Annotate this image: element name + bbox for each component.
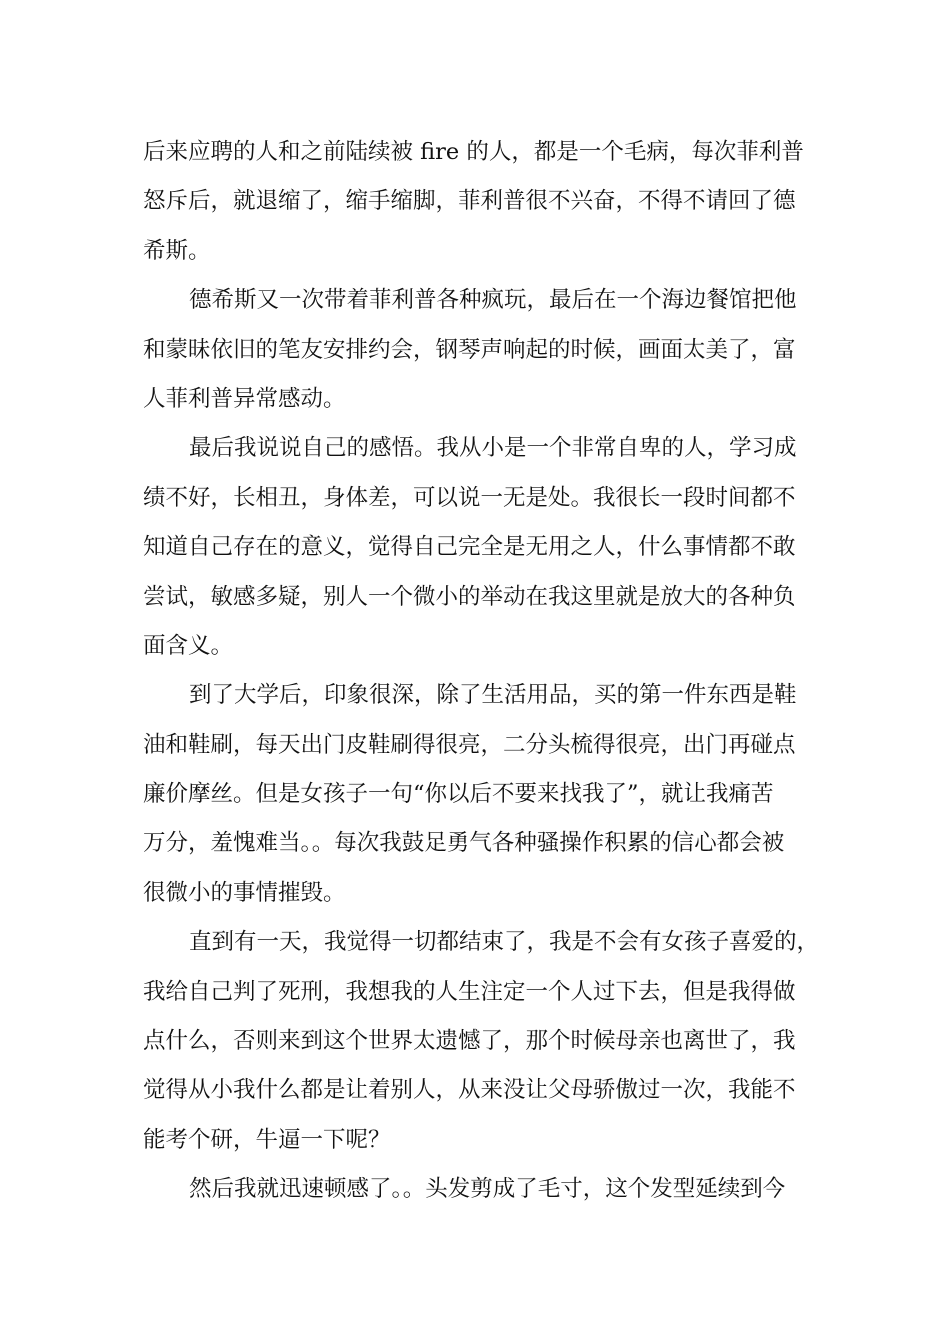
paragraph-line: 面含义。	[143, 632, 234, 659]
paragraph-line: 怒斥后，就退缩了，缩手缩脚，菲利普很不兴奋，不得不请回了德	[143, 188, 796, 215]
paragraph-line: 然后我就迅速顿感了。。头发剪成了毛寸，这个发型延续到今	[189, 1176, 786, 1203]
paragraph-line: 希斯。	[143, 237, 211, 264]
paragraph-line: 万分，羞愧难当。。每次我鼓足勇气各种骚操作积累的信心都会被	[143, 830, 785, 857]
paragraph-line: 人菲利普异常感动。	[143, 385, 346, 412]
paragraph-line: 能考个研，牛逼一下呢？	[143, 1126, 391, 1153]
paragraph-line: 知道自己存在的意义，觉得自己完全是无用之人，什么事情都不敢	[143, 534, 796, 561]
paragraph-line: 我给自己判了死刑，我想我的人生注定一个人过下去，但是我得做	[143, 978, 796, 1005]
paragraph-line: 觉得从小我什么都是让着别人，从来没让父母骄傲过一次，我能不	[143, 1077, 796, 1104]
paragraph-line: 廉价摩丝。但是女孩子一句“你以后不要来找我了”，就让我痛苦	[143, 781, 774, 808]
paragraph-line: 尝试，敏感多疑，别人一个微小的举动在我这里就是放大的各种负	[143, 583, 796, 610]
paragraph-line: 点什么，否则来到这个世界太遗憾了，那个时候母亲也离世了，我	[143, 1028, 796, 1055]
paragraph-line: 直到有一天，我觉得一切都结束了，我是不会有女孩子喜爱的，	[189, 929, 820, 956]
paragraph-line: 绩不好，长相丑，身体差，可以说一无是处。我很长一段时间都不	[143, 484, 796, 511]
paragraph-line: 德希斯又一次带着菲利普各种疯玩，最后在一个海边餐馆把他	[189, 287, 797, 314]
document-body	[143, 128, 833, 1215]
paragraph-line: 到了大学后，印象很深，除了生活用品，买的第一件东西是鞋	[189, 682, 797, 709]
paragraph-line: 后来应聘的人和之前陆续被 fire 的人，都是一个毛病，每次菲利普	[143, 139, 804, 165]
paragraph-line: 最后我说说自己的感悟。我从小是一个非常自卑的人，学习成	[189, 435, 797, 462]
paragraph-line: 油和鞋刷，每天出门皮鞋刷得很亮，二分头梳得很亮，出门再碰点	[143, 731, 796, 758]
paragraph-line: 和蒙昧依旧的笔友安排约会，钢琴声响起的时候，画面太美了，富	[143, 336, 796, 363]
paragraph-line: 很微小的事情摧毁。	[143, 879, 346, 906]
